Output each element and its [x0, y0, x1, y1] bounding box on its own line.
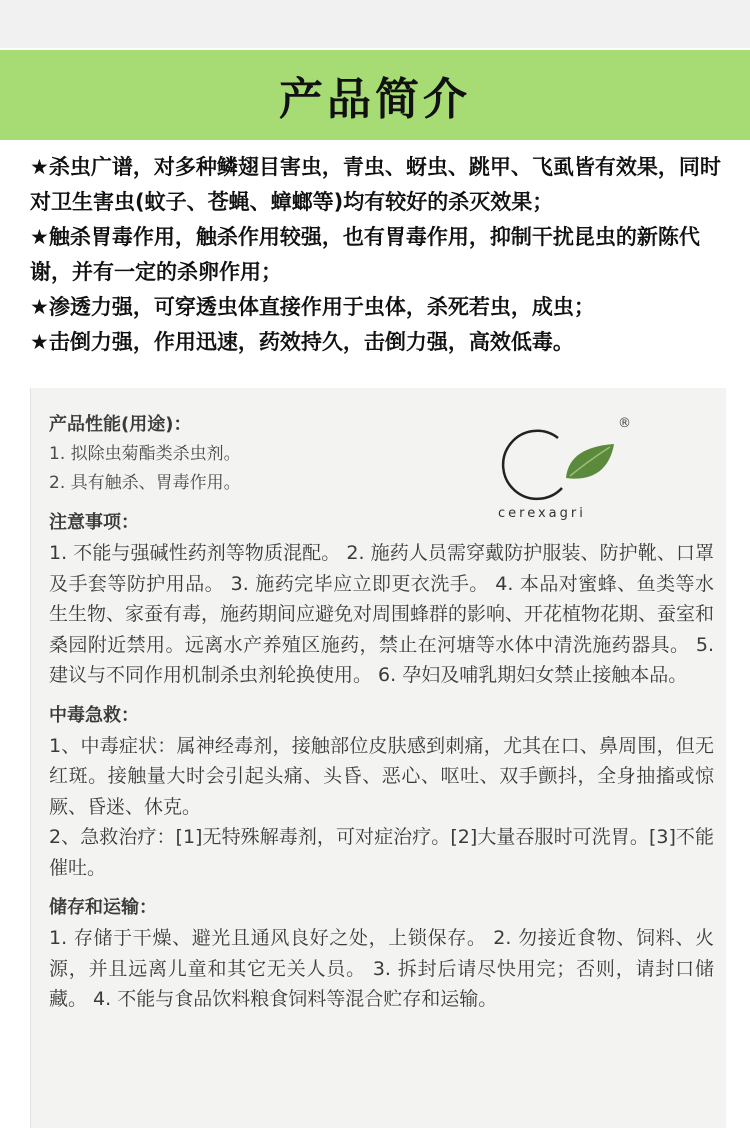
page-title: 产品简介 [279, 74, 471, 125]
logo-wordmark: cerexagri [498, 506, 586, 521]
first-aid-symptoms: 1、中毒症状：属神经毒剂，接触部位皮肤感到刺痛，尤其在口、鼻周围，但无红斑。接触量大时会引起头痛、头昏、恶心、呕吐、双手颤抖，全身抽搐或惊厥、昏迷、休克。 [49, 734, 714, 818]
storage-heading: 储存和运输： [49, 897, 157, 918]
storage-text: 1. 存储于干燥、避光且通风良好之处，上锁保存。 2. 勿接近食物、饲料、火源，并且远离儿童和其它无关人员。 3. 拆封后请尽快用完；否则，请封口储藏。 4. 不能与食品饮料粮食饲料等混合贮存和运输。 [49, 927, 714, 1010]
performance-item: 2. 具有触杀、胃毒作用。 [49, 473, 241, 493]
first-aid-treatment: 2、急救治疗：[1]无特殊解毒剂，可对症治疗。[2]大量吞服时可洗胃。[3]不能催吐。 [49, 826, 714, 879]
feature-item: ★渗透力强，可穿透虫体直接作用于虫体，杀死若虫，成虫； [30, 295, 595, 319]
top-strip [0, 0, 750, 48]
precautions-text: 1. 不能与强碱性药剂等物质混配。 2. 施药人员需穿戴防护服装、防护靴、口罩及手套等防护用品。 3. 施药完毕应立即更衣洗手。 4. 本品对蜜蜂、鱼类等水生生物、家蚕有毒，施药期间应避免对周围蜂群的影响、开花植物花期、蚕室和桑园附近禁用。远离水产养殖区施药，禁止在河塘等水体中清洗施药器具。 5. 建议与不同作用机制杀虫剂轮换使用。 6. 孕妇及哺乳期妇女禁止接触本品。 [49, 542, 715, 686]
precautions-heading: 注意事项： [49, 512, 139, 533]
registered-mark: ® [618, 416, 631, 431]
feature-list [30, 150, 730, 360]
product-label-photo [30, 388, 726, 1128]
label-text [49, 410, 714, 1015]
first-aid-heading: 中毒急救： [49, 704, 139, 726]
performance-heading: 产品性能(用途)： [49, 414, 192, 435]
feature-item: ★击倒力强，作用迅速，药效持久，击倒力强，高效低毒。 [30, 330, 574, 354]
title-banner [0, 50, 750, 140]
feature-item: ★杀虫广谱，对多种鳞翅目害虫，青虫、蚜虫、跳甲、飞虱皆有效果，同时对卫生害虫(蚊子、苍蝇、蟑螂等)均有较好的杀灭效果； [30, 155, 721, 214]
performance-item: 1. 拟除虫菊酯类杀虫剂。 [49, 444, 241, 464]
feature-item: ★触杀胃毒作用，触杀作用较强，也有胃毒作用，抑制干扰昆虫的新陈代谢，并有一定的杀卵作用； [30, 225, 700, 284]
